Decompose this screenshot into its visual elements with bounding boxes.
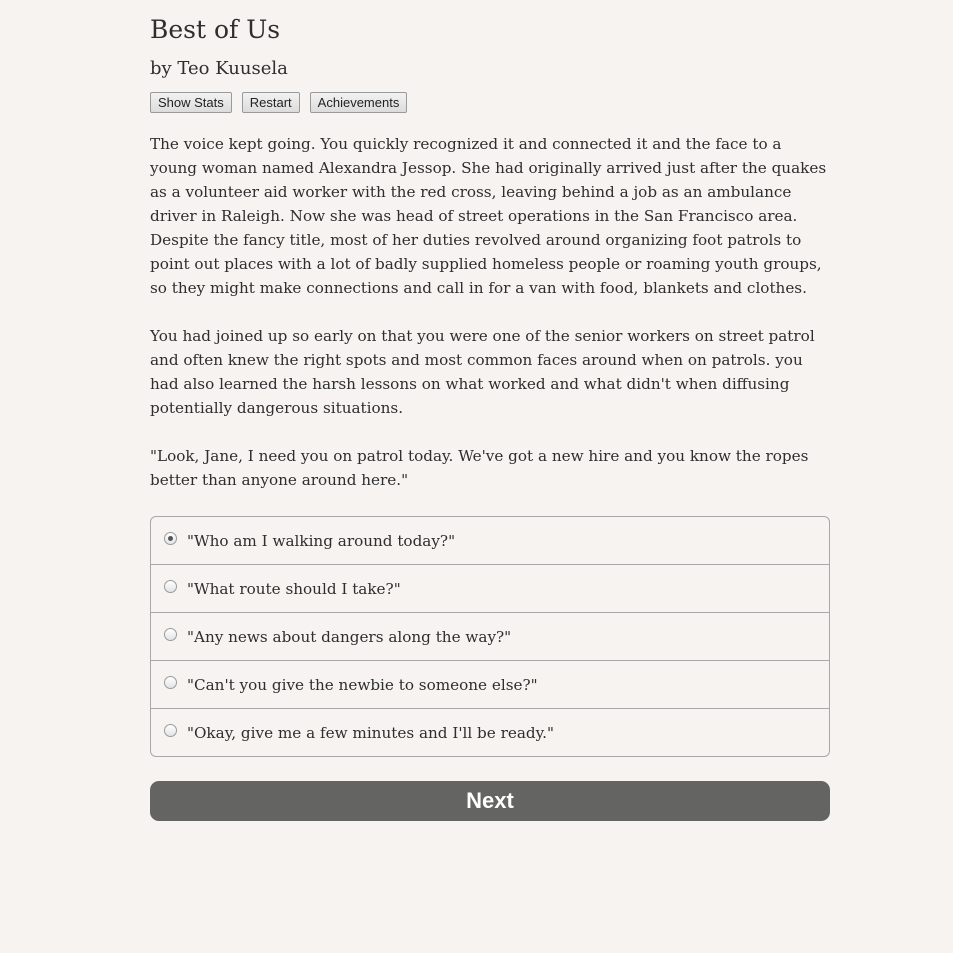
game-title: Best of Us [150,15,281,44]
choice-option-1[interactable] [151,517,829,564]
story-text [150,132,830,492]
radio-icon[interactable] [164,676,177,689]
choice-label: "Can't you give the newbie to someone else?" [187,675,538,694]
choice-option-3[interactable] [151,612,829,660]
game-page [150,0,830,821]
toolbar [150,92,830,114]
choice-list [150,516,830,757]
game-author: by Teo Kuusela [150,58,288,79]
choice-label: "Okay, give me a few minutes and I'll be ready." [187,723,554,742]
story-paragraph: "Look, Jane, I need you on patrol today. We've got a new hire and you know the ropes better than anyone around here." [150,447,809,489]
choice-label: "Who am I walking around today?" [187,531,456,550]
next-button[interactable]: Next [150,781,830,821]
story-paragraph: You had joined up so early on that you were one of the senior workers on street patrol and often knew the right spots and most common faces around when on patrols. you had also learned the harsh lessons on what worked and what didn't when diffusing potentially dangerous situations. [150,327,815,417]
story-paragraph: The voice kept going. You quickly recognized it and connected it and the face to a young woman named Alexandra Jessop. She had originally arrived just after the quakes as a volunteer aid worker with the red cross, leaving behind a job as an ambulance driver in Raleigh. Now she was head of street operations in the San Francisco area. Despite the fancy title, most of her duties revolved around organizing foot patrols to point out places with a lot of badly supplied homeless people or roaming youth groups, so they might make connections and call in for a van with food, blankets and clothes. [150,135,827,297]
choice-label: "What route should I take?" [187,579,401,598]
radio-icon[interactable] [164,628,177,641]
choice-option-5[interactable] [151,708,829,756]
choice-option-2[interactable] [151,564,829,612]
radio-icon[interactable] [164,724,177,737]
achievements-button[interactable]: Achievements [310,92,408,113]
radio-icon[interactable] [164,580,177,593]
restart-button[interactable]: Restart [242,92,300,113]
show-stats-button[interactable]: Show Stats [150,92,232,113]
radio-selected-icon[interactable] [164,532,177,545]
choice-option-4[interactable] [151,660,829,708]
choice-label: "Any news about dangers along the way?" [187,627,512,646]
